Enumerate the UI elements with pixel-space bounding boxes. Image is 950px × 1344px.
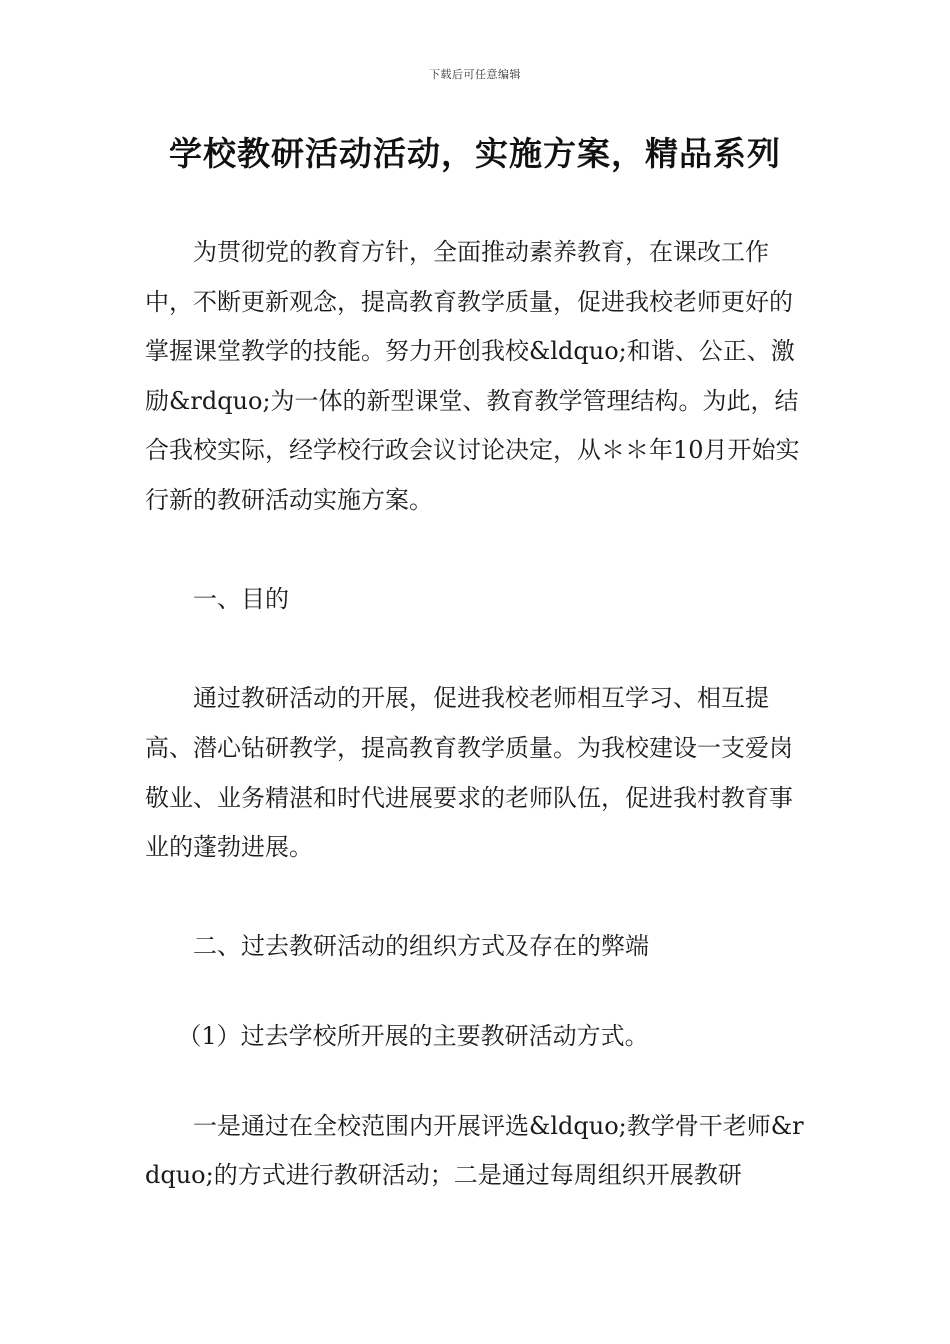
intro-paragraph: 为贯彻党的教育方针，全面推动素养教育，在课改工作中，不断更新观念，提高教育教学质量，促进我校老师更好的掌握课堂教学的技能。努力开创我校&ldquo;和谐、公正、激励&rdquo;为一体的新型课堂、教育教学管理结构。为此，结合我校实际，经学校行政会议讨论决定，从＊＊年10月开始实行新的教研活动实施方案。 — [145, 238, 800, 514]
section-2-heading: 二、过去教研活动的组织方式及存在的弊端 — [193, 932, 649, 961]
section-1-paragraph: 通过教研活动的开展，促进我校老师相互学习、相互提高、潜心钻研教学，提高教育教学质量。为我校建设一支爱岗敬业、业务精湛和时代进展要求的老师队伍，促进我村教育事业的蓬勃进展。 — [145, 684, 793, 862]
header-note: 下载后可任意编辑 — [429, 68, 521, 81]
section-2-paragraph: 一是通过在全校范围内开展评选&ldquo;教学骨干老师&rdquo;的方式进行教研活动；二是通过每周组织开展教研 — [145, 1111, 804, 1190]
document-body — [145, 228, 810, 1201]
section-1-heading: 一、目的 — [193, 585, 289, 614]
section-2-subheading: （1）过去学校所开展的主要教研活动方式。 — [177, 1021, 649, 1050]
document-title: 学校教研活动活动，实施方案，精品系列 — [169, 134, 781, 173]
